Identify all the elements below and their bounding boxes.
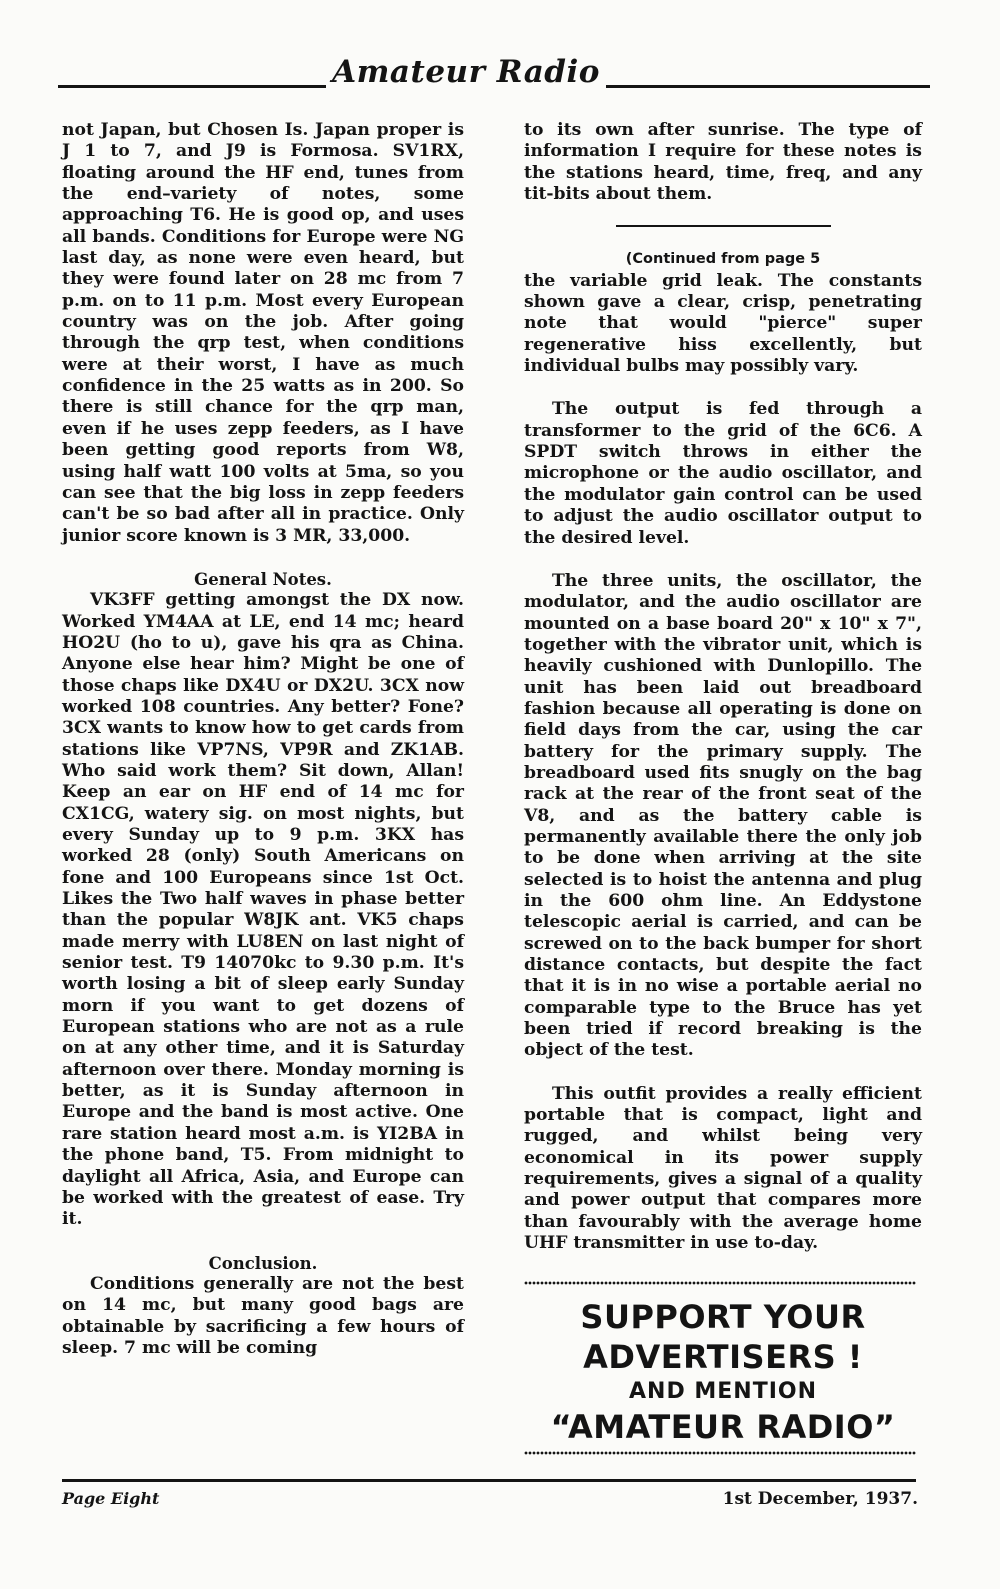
masthead-rule-right <box>606 85 930 88</box>
section-divider <box>616 225 831 227</box>
masthead-rule-left <box>58 85 326 88</box>
section-heading-general-notes: General Notes. <box>194 569 332 589</box>
article-paragraph: not Japan, but Chosen Is. Japan proper is J 1 to 7, and J9 is Formosa. SV1RX, floating around the HF end, tunes from the end–variety of notes, some approaching T6. He is good op, and uses all bands. Conditions for Europe were NG last day, as none were even heard, but they were found later on 28 mc from 7 p.m. on to 11 p.m. Most every European country was on the job. After going through the qrp test, when conditions were at their worst, I have as much confidence in the 25 watts as in 200. So there is still chance for the qrp man, even if he uses zepp feeders, as I have been getting good reports from W8, using half watt 100 volts at 5ma, so you can see that the big loss in zepp feeders can't be so bad after all in practice. Only junior score known is 3 MR, 33,000. <box>62 120 464 546</box>
ad-line: AND MENTION <box>629 1378 817 1404</box>
footer-rule <box>62 1479 916 1482</box>
masthead-title: Amateur Radio <box>332 54 600 90</box>
section-heading-conclusion: Conclusion. <box>208 1253 318 1273</box>
article-paragraph: This outfit provides a really efficient portable that is compact, light and rugged, and whilst being very economical in its power supply requirements, gives a signal of a quality and power output that compares more than favourably with the average home UHF transmitter in use to-day. <box>524 1083 922 1254</box>
right-column <box>524 120 922 1467</box>
article-paragraph: The three units, the oscillator, the modulator, and the audio oscillator are mounted on a base board 20" x 10" x 7", together with the vibrator unit, which is heavily cushioned with Dunlopillo. The unit has been laid out breadboard fashion because all operating is done on field days from the car, using the car battery for the primary supply. The breadboard used fits snugly on the bag rack at the rear of the front seat of the V8, and as the battery cable is permanently available there the only job to be done when arriving at the site selected is to hoist the antenna and plug in the 600 ohm line. An Eddystone telescopic aerial is carried, and can be screwed on to the back bumper for short distance contacts, but despite the fact that it is in no wise a portable aerial no comparable type to the Bruce has yet been tried if record breaking is the object of the test. <box>524 570 922 1061</box>
continued-note: (Continued from page 5 <box>625 251 821 268</box>
left-column <box>62 120 464 1359</box>
ad-line: “AMATEUR RADIO” <box>550 1407 896 1446</box>
article-paragraph: to its own after sunrise. The type of information I require for these notes is the stations heard, time, freq, and any tit-bits about them. <box>524 120 922 205</box>
advertisement-box <box>524 1297 922 1447</box>
page-number: Page Eight <box>62 1489 160 1508</box>
issue-date: 1st December, 1937. <box>722 1489 918 1509</box>
article-paragraph: Conditions generally are not the best on 14 mc, but many good bags are obtainable by sacrificing a few hours of sleep. 7 mc will be coming <box>62 1273 464 1358</box>
dotted-divider <box>524 1281 916 1285</box>
article-paragraph: The output is fed through a transformer to the grid of the 6C6. A SPDT switch throws in either the microphone or the audio oscillator, and the modulator gain control can be used to adjust the audio oscillator output to the desired level. <box>524 399 922 548</box>
ad-line: ADVERTISERS ! <box>583 1337 863 1376</box>
article-paragraph: the variable grid leak. The constants shown gave a clear, crisp, penetrating note that would "pierce" super regenerative hiss excellently, but individual bulbs may possibly vary. <box>524 270 922 377</box>
masthead <box>58 52 930 112</box>
ad-line: SUPPORT YOUR <box>580 1297 866 1336</box>
dotted-divider <box>524 1451 916 1455</box>
article-paragraph: VK3FF getting amongst the DX now. Worked YM4AA at LE, end 14 mc; heard HO2U (ho to u), gave his qra as China. Anyone else hear him? Might be one of those chaps like DX4U or DX2U. 3CX now worked 108 countries. Any better? Fone? 3CX wants to know how to get cards from stations like VP7NS, VP9R and ZK1AB. Who said work them? Sit down, Allan! Keep an ear on HF end of 14 mc for CX1CG, watery sig. on most nights, but every Sunday up to 9 p.m. 3KX has worked 28 (only) South Americans on fone and 100 Europeans since 1st Oct. Likes the Two half waves in phase better than the popular W8JK ant. VK5 chaps made merry with LU8EN on last night of senior test. T9 14070kc to 9.30 p.m. It's worth losing a bit of sleep early Sunday morn if you want to get dozens of European stations who are not as a rule on at any other time, and it is Saturday afternoon over there. Monday morning is better, as it is Sunday afternoon in Europe and the band is most active. One rare station heard most a.m. is YI2BA in the phone band, T5. From midnight to daylight all Africa, Asia, and Europe can be worked with the greatest of ease. Try it. <box>62 590 464 1230</box>
